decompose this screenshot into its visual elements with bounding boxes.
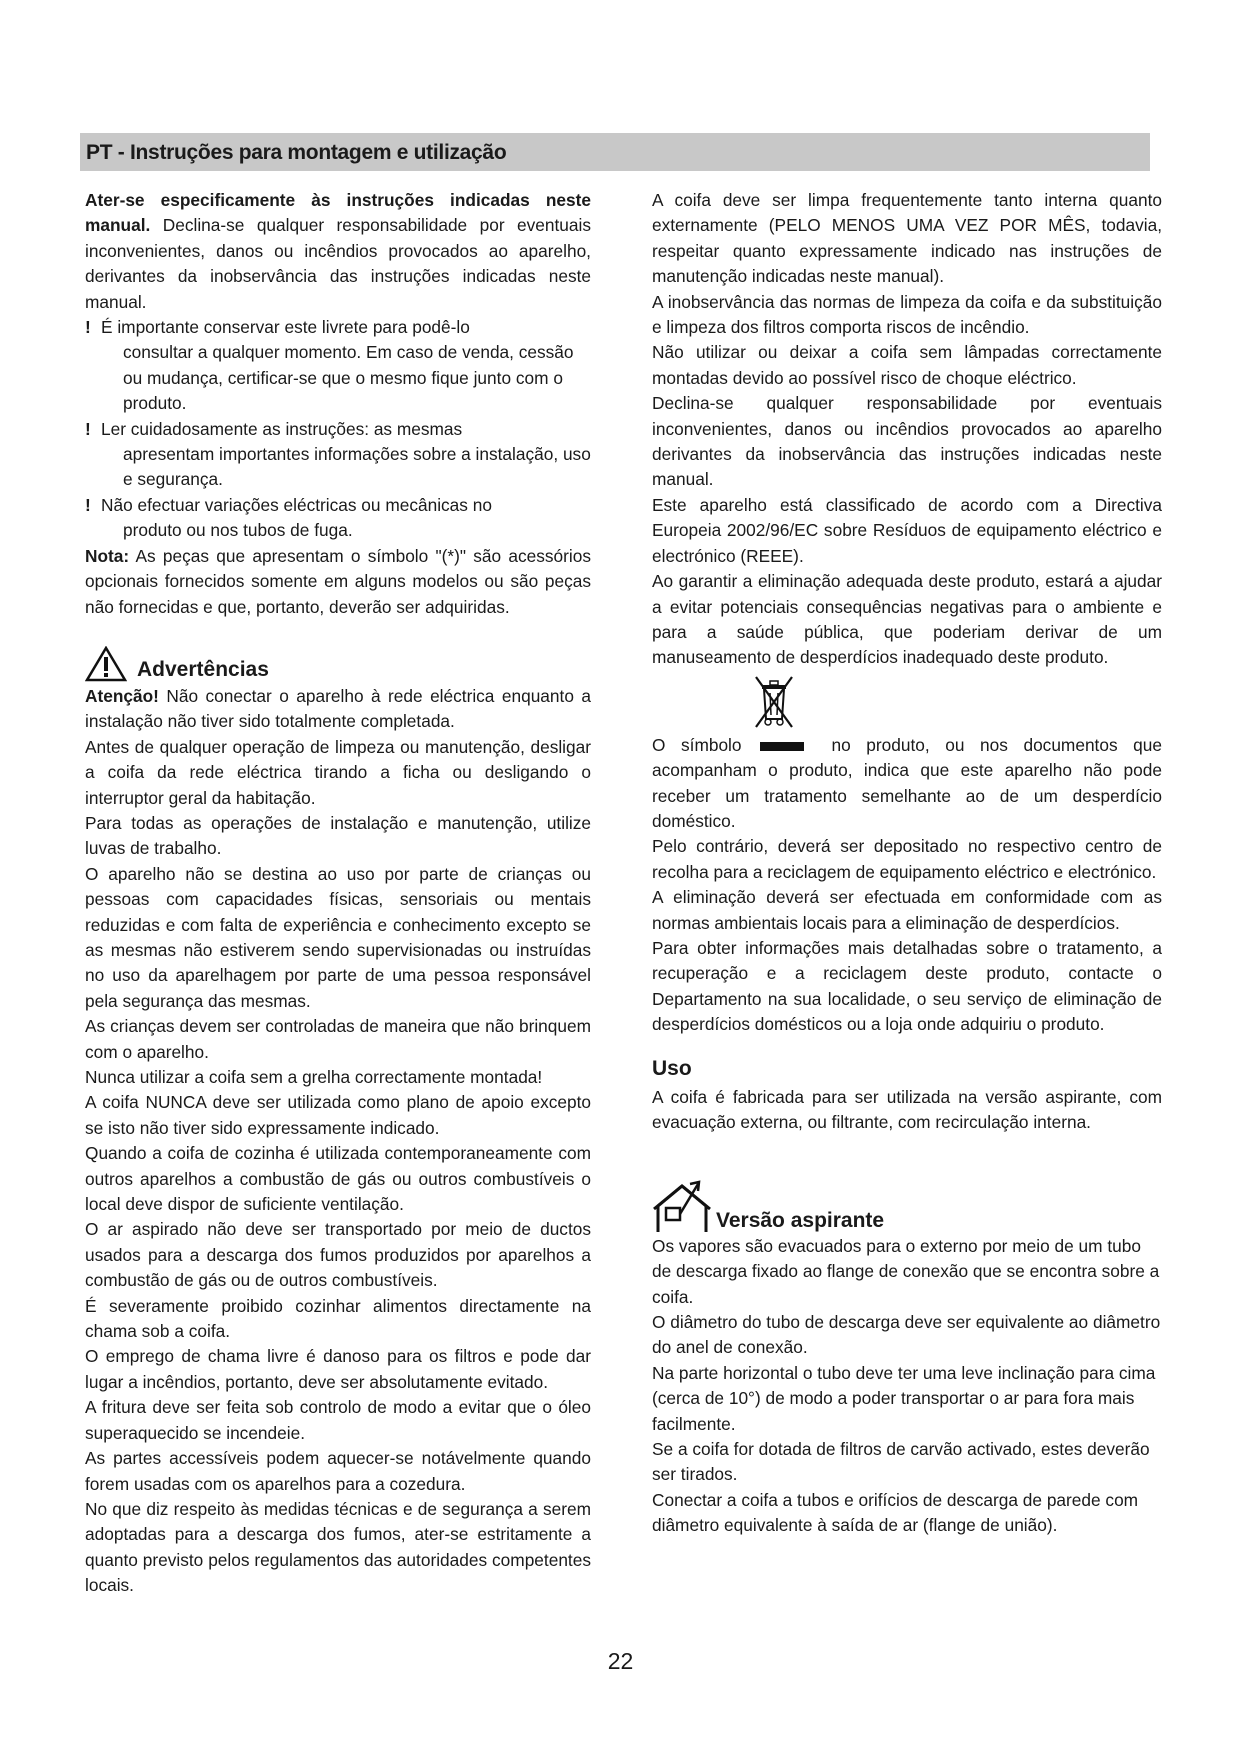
warning-paragraph: A fritura deve ser feita sob controlo de modo a evitar que o óleo superaquecido se incendeie. [85, 1397, 591, 1443]
warnings-heading [85, 646, 591, 682]
warning-paragraph: Nunca utilizar a coifa sem a grelha correctamente montada! [85, 1067, 543, 1087]
aspirante-block [652, 1234, 1162, 1539]
page-number: 22 [607, 1648, 634, 1674]
house-vent-icon [652, 1178, 712, 1234]
uso-paragraph: A coifa é fabricada para ser utilizada na versão aspirante, com evacuação externa, ou filtrante, com recirculação interna. [652, 1087, 1162, 1133]
aspirante-paragraph: O diâmetro do tubo de descarga deve ser equivalente ao diâmetro do anel de conexão. [652, 1312, 1161, 1358]
warning-paragraph: O ar aspirado não deve ser transportado por meio de ductos usados para a descarga dos fumos produzidos por aparelhos a combustão de gás ou de outros combustíveis. [85, 1219, 591, 1291]
intro-paragraph: Ater-se especificamente às instruções indicadas neste manual. Declina-se qualquer responsabilidade por eventuais inconvenientes, danos ou incêndios provocados ao aparelho, derivantes da inobservância das instruções indicadas neste manual. [85, 190, 591, 312]
warning-paragraph: O emprego de chama livre é danoso para os filtros e pode dar lugar a incêndios, portanto, deve ser absolutamente evitado. [85, 1346, 591, 1392]
nota-paragraph: Nota: As peças que apresentam o símbolo "(*)" são acessórios opcionais fornecidos somente em alguns modelos ou são peças não fornecidas e que, portanto, deverão ser adquiridas. [85, 545, 591, 617]
bullet-2: ! Ler cuidadosamente as instruções: as mesmas [85, 417, 591, 442]
bullet-1: ! É importante conservar este livrete para podê-lo [85, 315, 591, 340]
aspirante-paragraph: Conectar a coifa a tubos e orifícios de descarga de parede com diâmetro equivalente à saída de ar (flange de união). [652, 1489, 1139, 1536]
bullet-3-continuation: produto ou nos tubos de fuga. [123, 520, 353, 541]
aspirante-title: Versão aspirante [716, 1209, 885, 1233]
exclamation-mark: ! [85, 418, 91, 439]
black-bar-symbol [760, 742, 804, 751]
weee-paragraph: Pelo contrário, deverá ser depositado no respectivo centro de recolha para a reciclagem de equipamento eléctrico e electrónico. [652, 836, 1162, 882]
exclamation-mark: ! [85, 494, 91, 515]
warning-paragraph: Antes de qualquer operação de limpeza ou manutenção, desligar a coifa da rede eléctrica tirando a ficha ou desligando o interruptor geral da habitação. [85, 736, 591, 808]
bullet-2-continuation: apresentam importantes informações sobre a instalação, uso e segurança. [123, 444, 591, 490]
aspirante-paragraph: Os vapores são evacuados para o externo por meio de um tubo de descarga fixado ao flange de conexão que se encontra sobre a coifa. [652, 1235, 1160, 1307]
warning-paragraph: Para todas as operações de instalação e manutenção, utilize luvas de trabalho. [85, 812, 591, 859]
warning-paragraph: É severamente proibido cozinhar alimentos directamente na chama sob a coifa. [85, 1295, 591, 1342]
right-column [652, 188, 1162, 1539]
cleaning-paragraph: Não utilizar ou deixar a coifa sem lâmpadas correctamente montadas devido ao possível risco de choque eléctrico. [652, 342, 1162, 388]
cleaning-paragraph: A inobservância das normas de limpeza da coifa e da substituição e limpeza dos filtros comporta riscos de incêndio. [652, 291, 1162, 338]
bullet-3: ! Não efectuar variações eléctricas ou mecânicas no [85, 493, 591, 518]
weee-paragraph: Para obter informações mais detalhadas sobre o tratamento, a recuperação e a reciclagem deste produto, contacte o Departamento na sua localidade, o seu serviço de eliminação de desperdícios domésticos ou a loja onde adquiriu o produto. [652, 937, 1162, 1035]
warning-paragraph: O aparelho não se destina ao uso por parte de crianças ou pessoas com capacidades físicas, sensoriais ou mentais reduzidas e com falta de experiência e conhecimento excepto se as mesmas não estiverem sendo supervisionadas ou instruídas no uso da aparelhagem por parte de uma pessoa responsável pela segurança das mesmas. [85, 863, 591, 1011]
crossed-bin-icon [752, 675, 796, 729]
exclamation-mark: ! [85, 317, 91, 338]
atencao-paragraph: Atenção! Não conectar o aparelho à rede eléctrica enquanto a instalação não tiver sido totalmente completada. [85, 685, 591, 732]
warning-paragraph: As crianças devem ser controladas de maneira que não brinquem com o aparelho. [85, 1016, 591, 1062]
cleaning-paragraph: Declina-se qualquer responsabilidade por eventuais inconvenientes, danos ou incêndios provocados ao aparelho derivantes da inobservância das instruções indicadas neste manual. [652, 393, 1162, 490]
symbol-paragraph: O símbolo no produto, ou nos documentos que acompanham o produto, indica que este aparelho não pode receber um tratamento semelhante ao de um desperdício doméstico. [652, 734, 1162, 831]
warning-paragraph: A coifa NUNCA deve ser utilizada como plano de apoio excepto se isto não tiver sido expressamente indicado. [85, 1092, 591, 1138]
warnings-title: Advertências [137, 657, 269, 681]
warning-paragraph: No que diz respeito às medidas técnicas e de segurança a serem adoptadas para a descarga dos fumos, ater-se estritamente a quanto previsto pelos regulamentos das autoridades competentes locais. [85, 1498, 591, 1596]
uso-heading: Uso [652, 1056, 692, 1080]
aspirante-paragraph: Se a coifa for dotada de filtros de carvão activado, estes deverão ser tirados. [652, 1439, 1150, 1485]
warning-paragraph: Quando a coifa de cozinha é utilizada contemporaneamente com outros aparelhos a combustão de gás ou outros combustíveis o local deve dispor de suficiente ventilação. [85, 1143, 591, 1215]
warning-paragraph: As partes accessíveis podem aquecer-se notávelmente quando forem usadas com os aparelhos para a cozedura. [85, 1448, 591, 1494]
weee-symbol-row [652, 675, 1162, 733]
bullet-1-continuation: consultar a qualquer momento. Em caso de venda, cessão ou mudança, certificar-se que o mesmo fique junto com o produto. [123, 342, 574, 414]
warning-triangle-icon [85, 646, 127, 682]
aspirante-heading [652, 1178, 1162, 1234]
weee-paragraph: A eliminação deverá ser efectuada em conformidade com as normas ambientais locais para a eliminação de desperdícios. [652, 887, 1162, 933]
section-header [80, 133, 1150, 171]
weee-paragraph: Ao garantir a eliminação adequada deste produto, estará a ajudar a evitar potenciais consequências negativas para o ambiente e para a saúde pública, que poderiam derivar de um manuseamento de desperdícios inadequado deste produto. [652, 571, 1162, 668]
weee-paragraph: Este aparelho está classificado de acordo com a Directiva Europeia 2002/96/EC sobre Resíduos de equipamento eléctrico e electrónico (REEE). [652, 494, 1162, 566]
left-column [85, 188, 591, 1599]
section-header-title: PT - Instruções para montagem e utilização [86, 141, 507, 164]
aspirante-paragraph: Na parte horizontal o tubo deve ter uma leve inclinação para cima (cerca de 10°) de modo a poder transportar o ar para fora mais facilmente. [652, 1362, 1156, 1434]
cleaning-paragraph: A coifa deve ser limpa frequentemente tanto interna quanto externamente (PELO MENOS UMA VEZ POR MÊS, todavia, respeitar quanto expressamente indicado nas instruções de manutenção indicadas neste manual). [652, 190, 1162, 287]
